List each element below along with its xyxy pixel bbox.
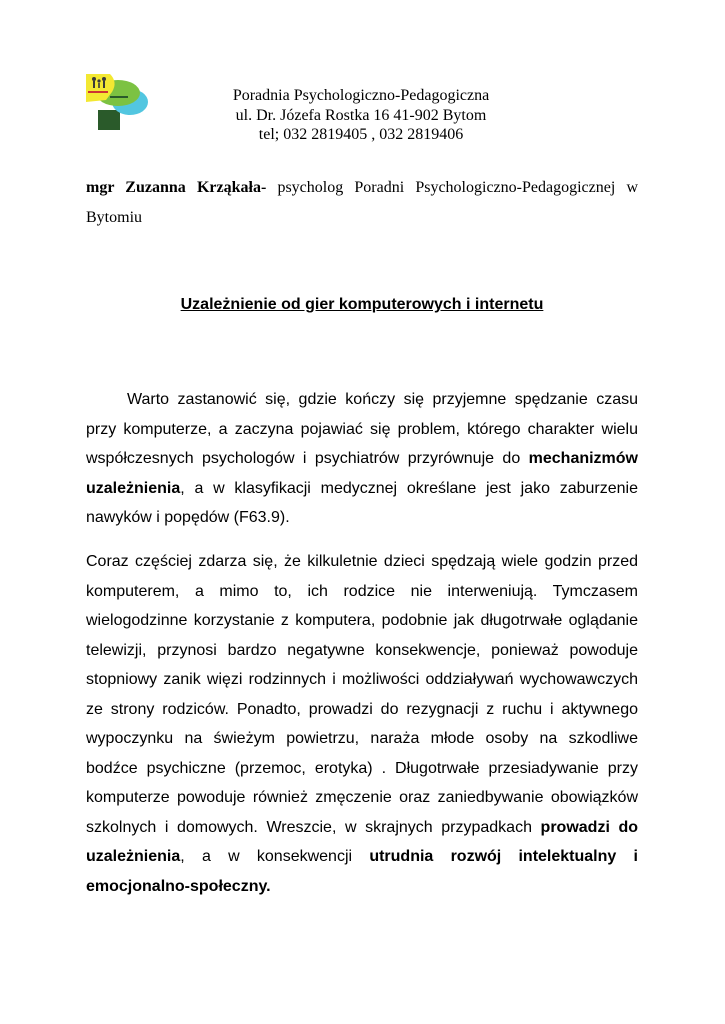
paragraph-2-bold-a: prowadzi do uzależnienia (86, 818, 639, 865)
author-role: psycholog Poradni Psychologiczno-Pedagogicznej w Bytomiu (86, 179, 639, 226)
author-name: mgr Zuzanna Krząkała- (86, 179, 267, 196)
paragraph-2-bold-b: utrudnia rozwój intelektualny i emocjonalno-społeczny. (86, 848, 638, 895)
paragraph-2 (86, 547, 638, 901)
logo-text-stripe-2 (110, 96, 128, 98)
organization-address: ul. Dr. Józefa Rostka 16 41-902 Bytom (235, 106, 487, 124)
paragraph-1-text-b: , a w klasyfikacji medycznej określane jest jako zaburzenie nawyków i popędów (F63.9). (86, 479, 638, 526)
logo-dark-block (98, 110, 120, 130)
document-title: Uzależnienie od gier komputerowych i internetu (180, 296, 544, 313)
paragraph-1-bold-a: mechanizmów uzależnienia (86, 450, 638, 497)
author-line (86, 173, 638, 233)
logo-text-stripe (88, 91, 108, 93)
paragraph-2-text-a: Coraz częściej zdarza się, że kilkuletnie dzieci spędzają wiele godzin przed komputerem, a mimo to, ich rodzice nie interweniują. Tymczasem wielogodzinne korzystanie z komputera, podobnie jak długotrwałe oglądanie telewizji, przynosi bardzo negatywne konsekwencje, ponieważ powoduje stopniowy zanik więzi rodzinnych i możliwości oddziaływań wychowawczych ze strony rodziców. Ponadto, prowadzi do rezygnacji z ruchu i aktywnego wypoczynku na świeżym powietrzu, naraża młode osoby na szkodliwe bodźce psychiczne (przemoc, erotyka) . Długotrwałe przesiadywanie przy komputerze powoduje również zmęczenie oraz zaniedbywanie obowiązków szkolnych i domowych. Wreszcie, w skrajnych przypadkach (86, 553, 638, 836)
paragraph-1 (86, 385, 638, 533)
letterhead (200, 86, 522, 145)
logo-graphic (84, 72, 150, 132)
organization-logo (84, 72, 150, 132)
paragraph-1-text-a: Warto zastanowić się, gdzie kończy się przyjemne spędzanie czasu przy komputerze, a zaczyna pojawiać się problem, którego charakter wielu współczesnych psychologów i psychiatrów przyrównuje do (86, 391, 638, 467)
organization-name: Poradnia Psychologiczno-Pedagogiczna (232, 87, 490, 104)
organization-phone: tel; 032 2819405 , 032 2819406 (258, 126, 464, 143)
paragraph-2-text-b: , a w konsekwencji (180, 848, 370, 865)
